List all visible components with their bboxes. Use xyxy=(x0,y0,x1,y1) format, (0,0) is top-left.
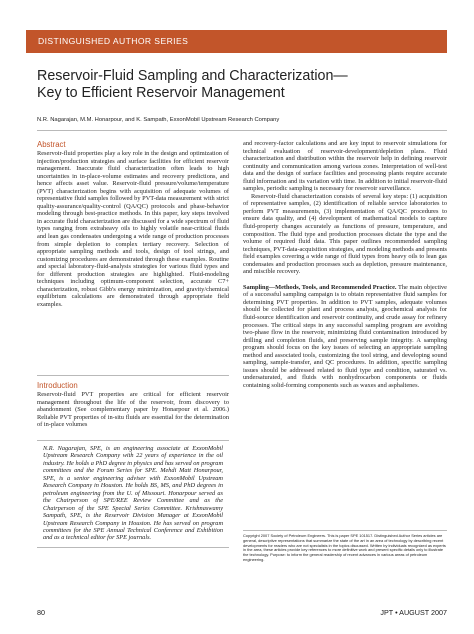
series-banner: DISTINGUISHED AUTHOR SERIES xyxy=(26,30,447,53)
article-title xyxy=(37,68,447,102)
paragraph-characterization-steps: Reservoir-fluid characterization consists of several key steps: (1) acquisition of representative samples, (2) identification of reliable service laboratories to perform PVT measurements, (3) implementation of QA/QC procedures to ensure data quality, and (4) development of mathematical models to capture fluid-property changes accurately as functions of pressure, temperature, and composition. The fluid type and production processes dictate the type and the volume of required fluid data. This paper outlines recommended sampling techniques, PVT-data-acquisition strategies, and modeling methods and presents field examples covering a wide range of fluid types from heavy oils to lean gas condensates and production processes such as depletion, pressure maintenance, and miscible recovery. xyxy=(243,192,447,276)
title-line-1: Reservoir-Fluid Sampling and Characterization— xyxy=(37,68,348,84)
sampling-text: The main objective of a successful sampling campaign is to obtain representative fluid samples for determining PVT properties. In addition to PVT samples, adequate volumes should be collected for plant and process analysis, geochemical analysis for fluid-source identification and reservoir continuity, and crude assay for refinery processes. The critical steps in any successful sampling program are avoiding two-phase flow in the reservoir, minimizing fluid contamination introduced by drilling and completion fluids, and preserving sample integrity. A sampling program should focus on the key issues of selecting an appropriate sampling method and associated tools, customizing the tool string, and developing sound sampling, sample-transfer, and QC procedures. In addition, specific sampling issues should be addressed related to fluid type and condition, saturated vs. undersaturated, and fluids with nonhydrocarbon components or fluids containing solid-forming components such as waxes and asphaltenes. xyxy=(243,283,447,389)
journal-date: JPT • AUGUST 2007 xyxy=(380,608,447,617)
abstract-body: Reservoir-fluid properties play a key role in the design and optimization of injection/production strategies and surface facilities for efficient reservoir management. Inaccurate fluid characterization often leads to high uncertainties in in-place-volume estimates and recovery predictions, and hence affects asset value. Reservoir-fluid pressure/volume/temperature (PVT) characterization begins with acquisition of adequate volumes of representative fluid samples followed by PVT-data measurement with strict quality-assurance/quality-control (QA/QC) protocols and phase-behavior modeling through best-practice methods. In this paper, key steps involved in accurate fluid characterization are discussed for a wide spectrum of fluid types ranging from extraheavy oils to highly volatile near-critical fluids and lean gas condensates undergoing a wide range of production processes from simple depletion to complex tertiary recovery. Selection of appropriate sampling methods and tools, design of tool strings, and customizing procedures are demonstrated through these examples. Routine and special laboratory-fluid-analysis strategies for various fluid types and for different production strategies are highlighted. Fluid-modeling techniques including optimum-component selection, accurate C7+ characterization, robust Gibb's energy minimization, and gravity/chemical equilibrium calculations are demonstrated through appropriate field examples. xyxy=(37,150,229,308)
footnote-divider xyxy=(243,530,447,531)
intro-divider xyxy=(37,375,229,376)
paragraph-continuation: and recovery-factor calculations and are key input to reservoir simulations for technical evaluation of reservoir-development/depletion plans. Fluid characterization and distribution within the reservoir help in defining reservoir continuity and communication among various zones. Interpretation of well-test data and the design of surface facilities and processing plants require accurate fluid information and its variation with time. In addition to initial reservoir-fluid samples, periodic sampling is necessary for reservoir surveillance. xyxy=(243,140,447,193)
sampling-run-in-heading: Sampling—Methods, Tools, and Recommended Practice. xyxy=(243,283,397,291)
introduction-heading: Introduction xyxy=(37,381,78,390)
author-line: N.R. Nagarajan, M.M. Honarpour, and K. Sampath, ExxonMobil Upstream Research Company xyxy=(37,117,280,123)
paragraph-sampling xyxy=(243,284,447,390)
copyright-footnote: Copyright 2007 Society of Petroleum Engineers. This is paper SPE 101517. Distinguished Author Series articles are general, descriptive representations that summarize the state of the art in an area of technology by describing recent developments for readers who are not specialists in the topics discussed. Written by individuals recognized as experts in the area, these articles provide key references to more definitive work and present specific details only to illustrate the technology. Purpose: to inform the general readership of recent advances in various areas of petroleum engineering. xyxy=(243,533,446,562)
author-bio-box: N.R. Nagarajan, SPE, is an engineering associate at ExxonMobil Upstream Research Company with 22 years of experience in the oil industry. He holds a PhD degree in physics and has served on program committees and the Forum Series for SPE. Mehdi Matt Honarpour, SPE, is a senior engineering adviser with ExxonMobil Upstream Research Company in Houston. He holds BS, MS, and PhD degrees in petroleum engineering from the U. of Missouri. Honarpour served as the Chairperson of SPE/REE Review Committee and as the Chairperson of the SPE Special Series Committee. Krishnaswamy Sampath, SPE, is the Reservoir Division Manager at ExxonMobil Upstream Research Company in Houston. He has served on program committees for the SPE Annual Technical Conference and Exhibition and as a technical editor for SPE journals. xyxy=(37,440,229,548)
abstract-heading: Abstract xyxy=(37,140,66,149)
right-column-body xyxy=(243,140,447,390)
page-number: 80 xyxy=(37,608,45,617)
introduction-body: Reservoir-fluid PVT properties are critical for efficient reservoir management throughout the life of the reservoir, from discovery to abandonment (See complementary paper by Honarpour et al. 2006.) Reliable PVT properties of in-situ fluids are essential for the determination of in-place volumes xyxy=(37,391,229,429)
title-line-2: Key to Efficient Reservoir Management xyxy=(37,85,285,101)
header-divider xyxy=(37,130,447,131)
